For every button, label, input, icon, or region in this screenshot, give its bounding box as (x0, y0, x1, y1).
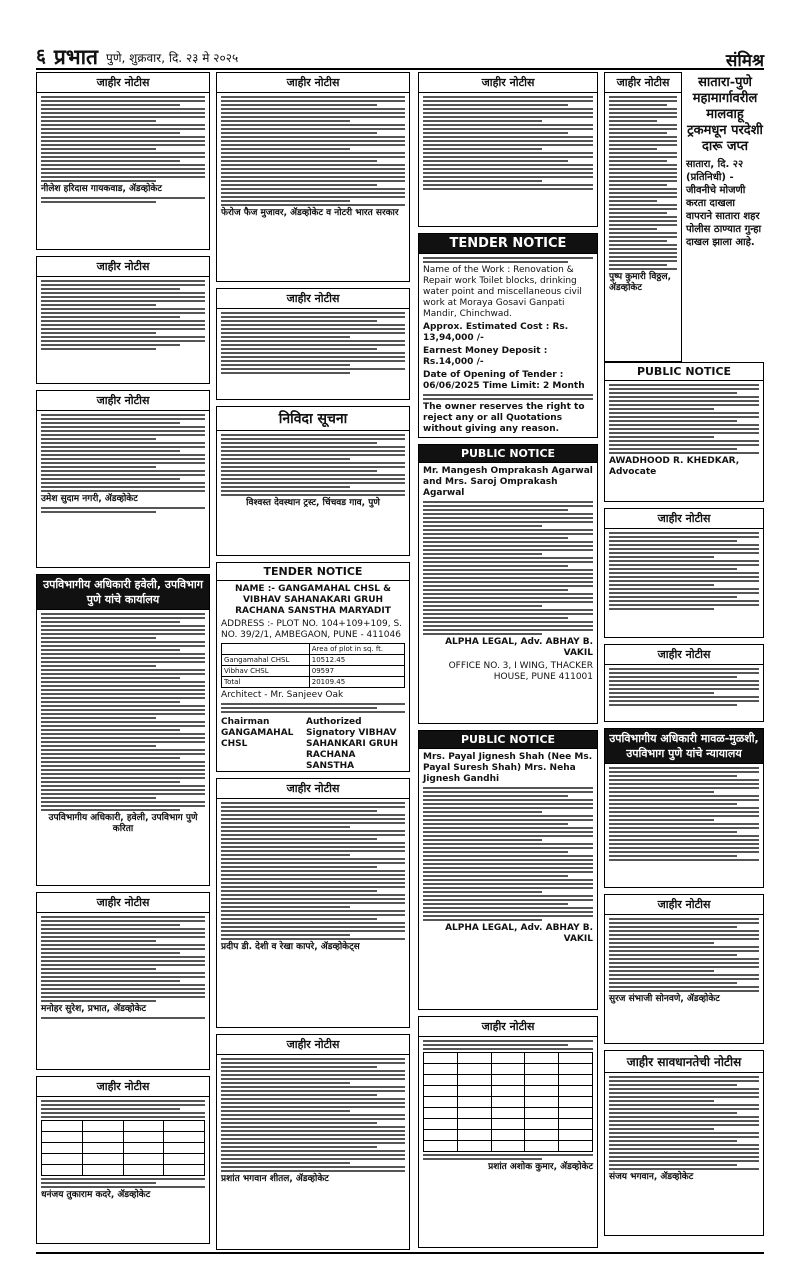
notice-title: जाहीर नोटीस (419, 73, 597, 93)
notice-title: जाहीर सावधानतेची नोटीस (605, 1051, 763, 1073)
notice-signature: संजय भगवान, ॲडव्होकेट (609, 1172, 694, 1182)
notice-title: जाहीर नोटीस (217, 779, 409, 799)
tender-architect: Architect - Mr. Sanjeev Oak (221, 690, 344, 700)
public-notice-block (604, 362, 764, 502)
notice-title: जाहीर नोटीस (605, 645, 763, 665)
table-cell: 20109.45 (309, 677, 404, 688)
tender-title: TENDER NOTICE (419, 234, 597, 254)
notice-title: जाहीर नोटीस (37, 391, 209, 411)
notice-signature: प्रशांत भगवान शीतल, ॲडव्होकेट (221, 1174, 329, 1184)
public-notice-block (418, 730, 598, 1010)
public-notice-owner: Mrs. Payal Jignesh Shah (Nee Ms. Payal Suresh Shah) Mrs. Neha Jignesh Gandhi (423, 752, 593, 784)
notice-title: जाहीर नोटीस (217, 1035, 409, 1055)
notice-block (36, 256, 210, 384)
public-notice-sign: AWADHOOD R. KHEDKAR, Advocate (609, 456, 740, 477)
notice-title: जाहीर नोटीस (419, 1017, 597, 1037)
public-notice-title: PUBLIC NOTICE (419, 445, 597, 463)
tender-block (418, 233, 598, 438)
column-2 (216, 72, 410, 1250)
public-notice-sign: ALPHA LEGAL, Adv. ABHAY B. VAKIL (445, 637, 593, 658)
notice-block (36, 1076, 210, 1244)
news-article (686, 72, 764, 362)
notice-title: जाहीर नोटीस (37, 1077, 209, 1097)
tender-block (216, 562, 410, 772)
notice-table (41, 1120, 205, 1176)
notice-block (604, 894, 764, 1044)
nivida-title: निविदा सूचना (217, 407, 409, 431)
notice-block (216, 72, 410, 282)
tender-area-table (221, 643, 405, 688)
brand-logo: प्रभात (53, 45, 99, 69)
notice-block (216, 1034, 410, 1250)
footer-rule (36, 1252, 764, 1254)
office-title: उपविभागीय अधिकारी हवेली, उपविभाग पुणे यांचे कार्यालय (37, 575, 209, 610)
top-row (604, 72, 764, 362)
tender-emd: Earnest Money Deposit : Rs.14,000 /- (423, 346, 548, 367)
notice-signature: नीलेश हरिदास गायकवाड, ॲडव्होकेट (41, 184, 162, 194)
notice-block (604, 1050, 764, 1236)
table-cell: Total (222, 677, 310, 688)
tender-sign-left: Chairman GANGAMAHAL CHSL (221, 717, 294, 749)
notice-signature: प्रदीप डी. देशी व रेखा कापरे, ॲडव्होकेट्स (221, 942, 360, 952)
notice-title: जाहीर नोटीस (37, 73, 209, 93)
notice-block (36, 892, 210, 1070)
tender-sign (423, 437, 593, 438)
office-notice-block (604, 728, 764, 888)
notice-signature: उमेश सुदाम नगरी, ॲडव्होकेट (41, 494, 138, 504)
notice-block (216, 778, 410, 1028)
notice-signature: फेरोज फैज मुजावर, ॲडव्होकेट व नोटरी भारत सरकार (221, 208, 399, 218)
table-head: Area of plot in sq. ft. (309, 644, 404, 655)
notice-block (36, 390, 210, 568)
notice-title: जाहीर नोटीस (37, 257, 209, 277)
news-lead: सातारा, दि. २२ (प्रतिनिधी) - जीवनीचे मोजणी करता दाखला वापराने सातारा शहर पोलीस ठाण्यात गुन्हा दाखल झाला आहे. (686, 159, 762, 248)
notice-block (604, 508, 764, 638)
office-sign: उपविभागीय अधिकारी, हवेली, उपविभाग पुणे करिता (48, 813, 198, 834)
column-3 (418, 72, 598, 1250)
public-notice-office: OFFICE NO. 3, I WING, THACKER HOUSE, PUNE 411001 (448, 661, 593, 682)
tender-estimate: Approx. Estimated Cost : Rs. 13,94,000 /- (423, 322, 569, 343)
columns (36, 72, 764, 1250)
public-notice-block (418, 444, 598, 724)
tender-date: Date of Opening of Tender : 06/06/2025 Time Limit: 2 Month (423, 370, 585, 391)
tender-sign-right: Authorized Signatory VIBHAV SAHANKARI GRUH RACHANA SANSTHA (306, 717, 398, 771)
nivida-block (216, 406, 410, 556)
table-cell: 10512.45 (309, 655, 404, 666)
table-cell: 09597 (309, 666, 404, 677)
tender-address: ADDRESS :- PLOT NO. 104+109+109, S. NO. 39/2/1, AMBEGAON, PUNE - 411046 (221, 619, 403, 640)
tender-name: NAME :- GANGAMAHAL CHSL & VIBHAV SAHANAKARI GRUH RACHANA SANSTHA MARYADIT (234, 584, 392, 616)
notice-block (418, 72, 598, 227)
table-cell: Gangamahal CHSL (222, 655, 310, 666)
notice-block (604, 72, 682, 362)
notice-block (604, 644, 764, 722)
notice-title: जाहीर नोटीस (37, 893, 209, 913)
news-headline: सातारा-पुणे महामार्गावरील मालवाहू ट्रकमधून परदेशी दारू जप्त (687, 75, 763, 154)
table-cell: Vibhav CHSL (222, 666, 310, 677)
office-notice-block (36, 574, 210, 886)
nivida-sign: विश्वस्त देवस्थान ट्रस्ट, चिंचवड गाव, पुणे (246, 498, 380, 508)
tender-note: The owner reserves the right to reject any or all Quotations without giving any reason. (423, 402, 585, 434)
office-title: उपविभागीय अधिकारी मावळ-मुळशी, उपविभाग पुणे यांचे न्यायालय (605, 729, 763, 764)
notice-signature: प्रशांत अशोक कुमार, ॲडव्होकेट (488, 1162, 593, 1172)
public-notice-title: PUBLIC NOTICE (419, 731, 597, 749)
dateline: पुणे, शुक्रवार, दि. २३ मे २०२५ (106, 51, 239, 65)
notice-table (423, 1052, 593, 1152)
column-4 (604, 72, 764, 1250)
notice-title: जाहीर नोटीस (605, 509, 763, 529)
column-1 (36, 72, 210, 1250)
notice-title: जाहीर नोटीस (217, 73, 409, 93)
notice-title: जाहीर नोटीस (217, 289, 409, 309)
page-header (36, 44, 764, 70)
section-label: संमिश्र (725, 51, 764, 71)
notice-block (418, 1016, 598, 1248)
public-notice-sign: ALPHA LEGAL, Adv. ABHAY B. VAKIL (445, 923, 593, 944)
notice-signature: धनंजय तुकाराम कदरे, ॲडव्होकेट (41, 1190, 151, 1200)
notice-block (36, 72, 210, 250)
tender-work: Name of the Work : Renovation & Repair work Toilet blocks, drinking water point and miscellaneous civil work at Moraya Gosavi Ganpati Mandir, Chinchwad. (423, 265, 582, 319)
notice-block (216, 288, 410, 400)
notice-title: जाहीर नोटीस (605, 895, 763, 915)
public-notice-title: PUBLIC NOTICE (605, 363, 763, 381)
public-notice-owner: Mr. Mangesh Omprakash Agarwal and Mrs. Saroj Omprakash Agarwal (423, 466, 593, 498)
notice-signature: पुष्प कुमारी विठ्ठल, ॲडव्होकेट (609, 272, 672, 293)
notice-signature: मनोहर सुरेश, प्रभात, ॲडव्होकेट (41, 1004, 147, 1014)
notice-signature: सुरज संभाजी सोनवणे, ॲडव्होकेट (609, 994, 720, 1004)
notice-title: जाहीर नोटीस (605, 73, 681, 93)
page-number: ६ (36, 46, 46, 67)
tender-title: TENDER NOTICE (217, 563, 409, 581)
